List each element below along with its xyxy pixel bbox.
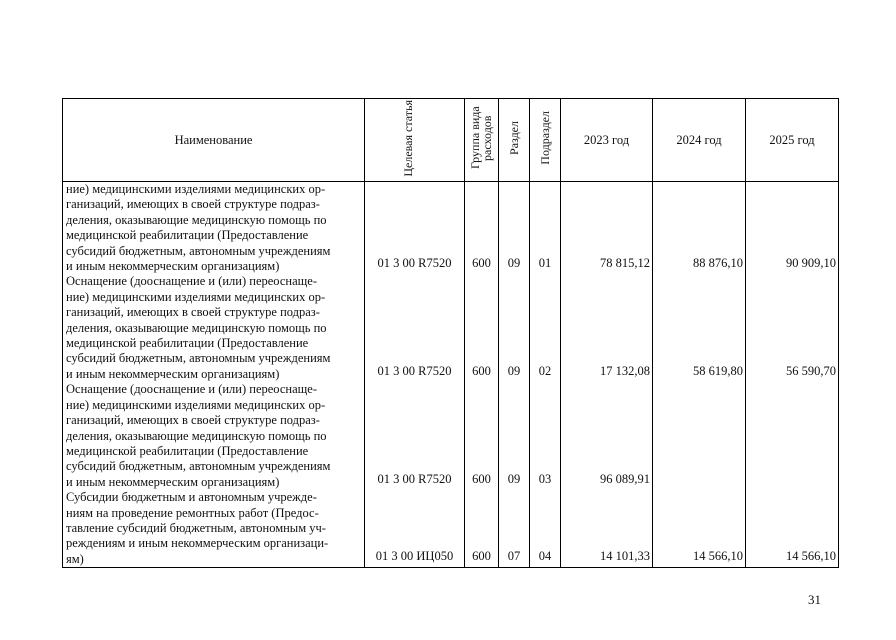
row-2023: 14 101,33 [561, 490, 653, 568]
table-row [63, 490, 839, 568]
row-subsection: 01 [530, 182, 561, 275]
row-target: 01 3 00 ИЦ050 [365, 490, 465, 568]
row-group: 600 [465, 274, 499, 382]
row-2024: 14 566,10 [653, 490, 746, 568]
row-target: 01 3 00 R7520 [365, 182, 465, 275]
budget-table [62, 98, 839, 568]
header-section: Раздел [499, 99, 530, 182]
header-subsection: Подраздел [530, 99, 561, 182]
row-name: Оснащение (дооснащение и (или) переоснаще- ние) медицинскими изделиями медицинских ор- ганизаций, имеющих в своей структуре подраз- деления, оказывающие медицинскую помощь по медицинской реабилитации (Предоставление субсидий бюджетным, автономным учреждениям и иным некоммерческим организациям) [63, 382, 365, 490]
row-2023: 17 132,08 [561, 274, 653, 382]
row-subsection: 03 [530, 382, 561, 490]
row-name: ние) медицинскими изделиями медицинских ор- ганизаций, имеющих в своей структуре подраз- деления, оказывающие медицинскую помощь по медицинской реабилитации (Предоставление субсидий бюджетным, автономным учреждениям и иным некоммерческим организациям) [63, 182, 365, 275]
row-2025 [746, 382, 839, 490]
row-target: 01 3 00 R7520 [365, 274, 465, 382]
row-2024 [653, 382, 746, 490]
header-2023: 2023 год [561, 99, 653, 182]
row-section: 09 [499, 382, 530, 490]
table-row [63, 382, 839, 490]
row-name: Оснащение (дооснащение и (или) переоснаще- ние) медицинскими изделиями медицинских ор- ганизаций, имеющих в своей структуре подраз- деления, оказывающие медицинскую помощь по медицинской реабилитации (Предоставление субсидий бюджетным, автономным учреждениям и иным некоммерческим организациям) [63, 274, 365, 382]
table-header-row [63, 99, 839, 182]
header-target: Целевая статья [365, 99, 465, 182]
header-name: Наименование [63, 99, 365, 182]
header-group: Группа вида расходов [465, 99, 499, 182]
row-group: 600 [465, 490, 499, 568]
row-section: 09 [499, 274, 530, 382]
row-name: Субсидии бюджетным и автономным учрежде- ниям на проведение ремонтных работ (Предос- тавление субсидий бюджетным, автономным уч- реждениям и иным некоммерческим организаци- ям) [63, 490, 365, 568]
row-group: 600 [465, 382, 499, 490]
header-2024: 2024 год [653, 99, 746, 182]
row-subsection: 02 [530, 274, 561, 382]
header-2025: 2025 год [746, 99, 839, 182]
row-2025: 90 909,10 [746, 182, 839, 275]
row-2025: 56 590,70 [746, 274, 839, 382]
row-2025: 14 566,10 [746, 490, 839, 568]
row-2023: 96 089,91 [561, 382, 653, 490]
page-number: 31 [808, 592, 821, 607]
row-2024: 88 876,10 [653, 182, 746, 275]
row-2023: 78 815,12 [561, 182, 653, 275]
row-2024: 58 619,80 [653, 274, 746, 382]
row-target: 01 3 00 R7520 [365, 382, 465, 490]
table-row [63, 274, 839, 382]
row-group: 600 [465, 182, 499, 275]
row-subsection: 04 [530, 490, 561, 568]
table-row [63, 182, 839, 275]
row-section: 09 [499, 182, 530, 275]
row-section: 07 [499, 490, 530, 568]
